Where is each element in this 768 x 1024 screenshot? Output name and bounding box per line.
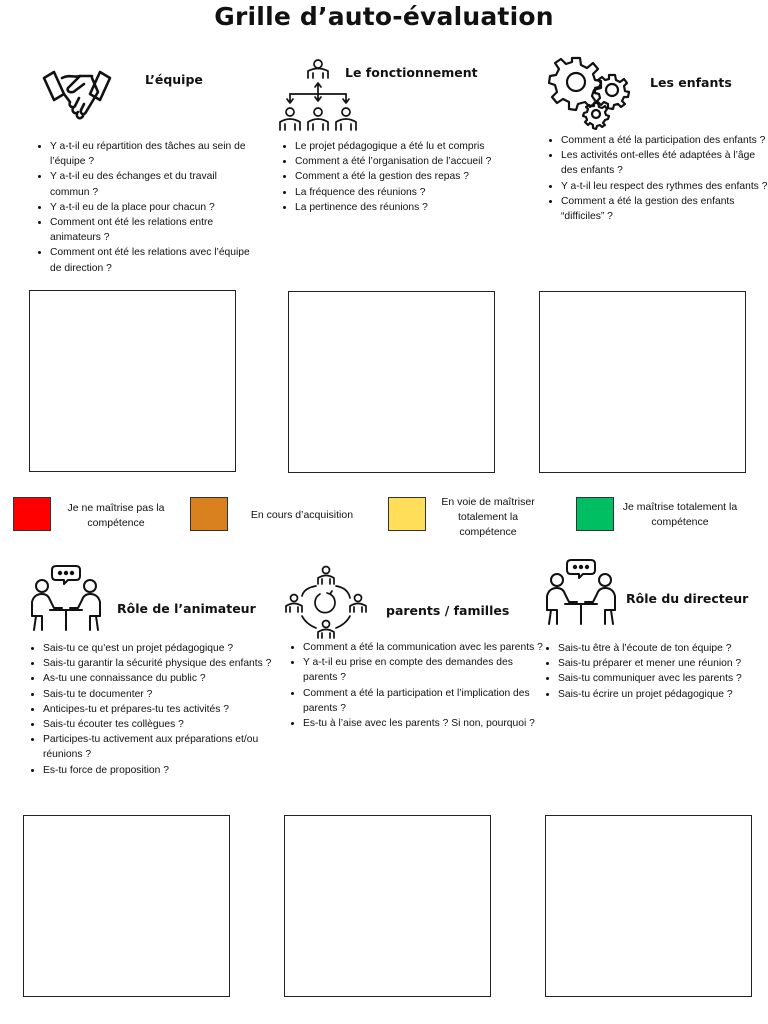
section-heading: Rôle de l’animateur xyxy=(117,601,256,616)
question-list xyxy=(25,641,275,778)
question-list xyxy=(543,133,768,224)
list-item: • Y a-t-il eu des échanges et du travail commun ? xyxy=(50,169,250,199)
list-item: • Comment a été la communication avec les parents ? xyxy=(303,640,543,655)
legend-swatch-orange xyxy=(190,497,228,531)
handshake-icon xyxy=(40,64,114,126)
answer-box[interactable] xyxy=(29,290,236,472)
list-item: • Comment a été la gestion des repas ? xyxy=(295,169,535,184)
section-heading: Les enfants xyxy=(650,75,732,90)
list-item: • Comment ont été les relations entre animateurs ? xyxy=(50,215,250,245)
list-item: • Sais-tu communiquer avec les parents ? xyxy=(558,671,768,686)
legend-label: Je ne maîtrise pas la compétence xyxy=(67,502,165,529)
answer-box[interactable] xyxy=(288,291,495,473)
legend-label: En voie de maîtriser totalement la compétence xyxy=(441,496,535,538)
list-item: • Y a-t-il leu respect des rythmes des enfants ? xyxy=(561,179,768,194)
legend-label: Je maîtrise totalement la compétence xyxy=(622,501,738,528)
gears-icon xyxy=(548,54,634,130)
answer-box[interactable] xyxy=(23,815,230,997)
answer-box[interactable] xyxy=(539,291,746,473)
list-item: • Sais-tu être à l’écoute de ton équipe ? xyxy=(558,641,768,656)
list-item: • Sais-tu écrire un projet pédagogique ? xyxy=(558,687,768,702)
page-title: Grille d’auto-évaluation xyxy=(214,2,554,31)
list-item: • Es-tu force de proposition ? xyxy=(43,763,275,778)
list-item: • Sais-tu ce qu’est un projet pédagogique ? xyxy=(43,641,275,656)
list-item: • Y a-t-il eu de la place pour chacun ? xyxy=(50,200,250,215)
question-list xyxy=(285,640,543,731)
list-item: • Comment ont été les relations avec l’équipe de direction ? xyxy=(50,245,250,275)
list-item: • As-tu une connaissance du public ? xyxy=(43,671,275,686)
meeting-icon xyxy=(543,556,619,628)
list-item: • Y a-t-il eu prise en compte des demandes des parents ? xyxy=(303,655,543,685)
section-heading: parents / familles xyxy=(386,603,510,618)
list-item: • Es-tu à l’aise avec les parents ? Si non, pourquoi ? xyxy=(303,716,543,731)
list-item: • La pertinence des réunions ? xyxy=(295,200,535,215)
answer-box[interactable] xyxy=(545,815,752,997)
question-list xyxy=(32,139,250,276)
list-item: • Les activités ont-elles été adaptées à l’âge des enfants ? xyxy=(561,148,768,178)
question-list xyxy=(277,139,535,215)
list-item: • Comment a été la participation des enfants ? xyxy=(561,133,768,148)
section-heading: Le fonctionnement xyxy=(345,65,478,80)
section-heading: L’équipe xyxy=(145,72,203,87)
list-item: • Participes-tu activement aux préparations et/ou réunions ? xyxy=(43,732,275,762)
legend-swatch-yellow xyxy=(388,497,426,531)
legend-swatch-red xyxy=(13,497,51,531)
list-item: • Comment a été la gestion des enfants “difficiles” ? xyxy=(561,194,768,224)
list-item: • Sais-tu préparer et mener une réunion ? xyxy=(558,656,768,671)
meeting-icon xyxy=(28,562,104,634)
people-circle-icon xyxy=(284,564,368,640)
list-item: • Comment a été la participation et l’implication des parents ? xyxy=(303,686,543,716)
section-heading: Rôle du directeur xyxy=(626,591,749,606)
list-item: • Sais-tu écouter tes collègues ? xyxy=(43,717,275,732)
list-item: • La fréquence des réunions ? xyxy=(295,185,535,200)
list-item: • Sais-tu garantir la sécurité physique des enfants ? xyxy=(43,656,275,671)
list-item: • Anticipes-tu et prépares-tu tes activités ? xyxy=(43,702,275,717)
list-item: • Y a-t-il eu répartition des tâches au sein de l’équipe ? xyxy=(50,139,250,169)
legend-label: En cours d’acquisition xyxy=(250,509,354,521)
question-list xyxy=(540,641,768,702)
list-item: • Sais-tu te documenter ? xyxy=(43,687,275,702)
legend-swatch-green xyxy=(576,497,614,531)
list-item: • Le projet pédagogique a été lu et compris xyxy=(295,139,535,154)
answer-box[interactable] xyxy=(284,815,491,997)
list-item: • Comment a été l’organisation de l’accueil ? xyxy=(295,154,535,169)
